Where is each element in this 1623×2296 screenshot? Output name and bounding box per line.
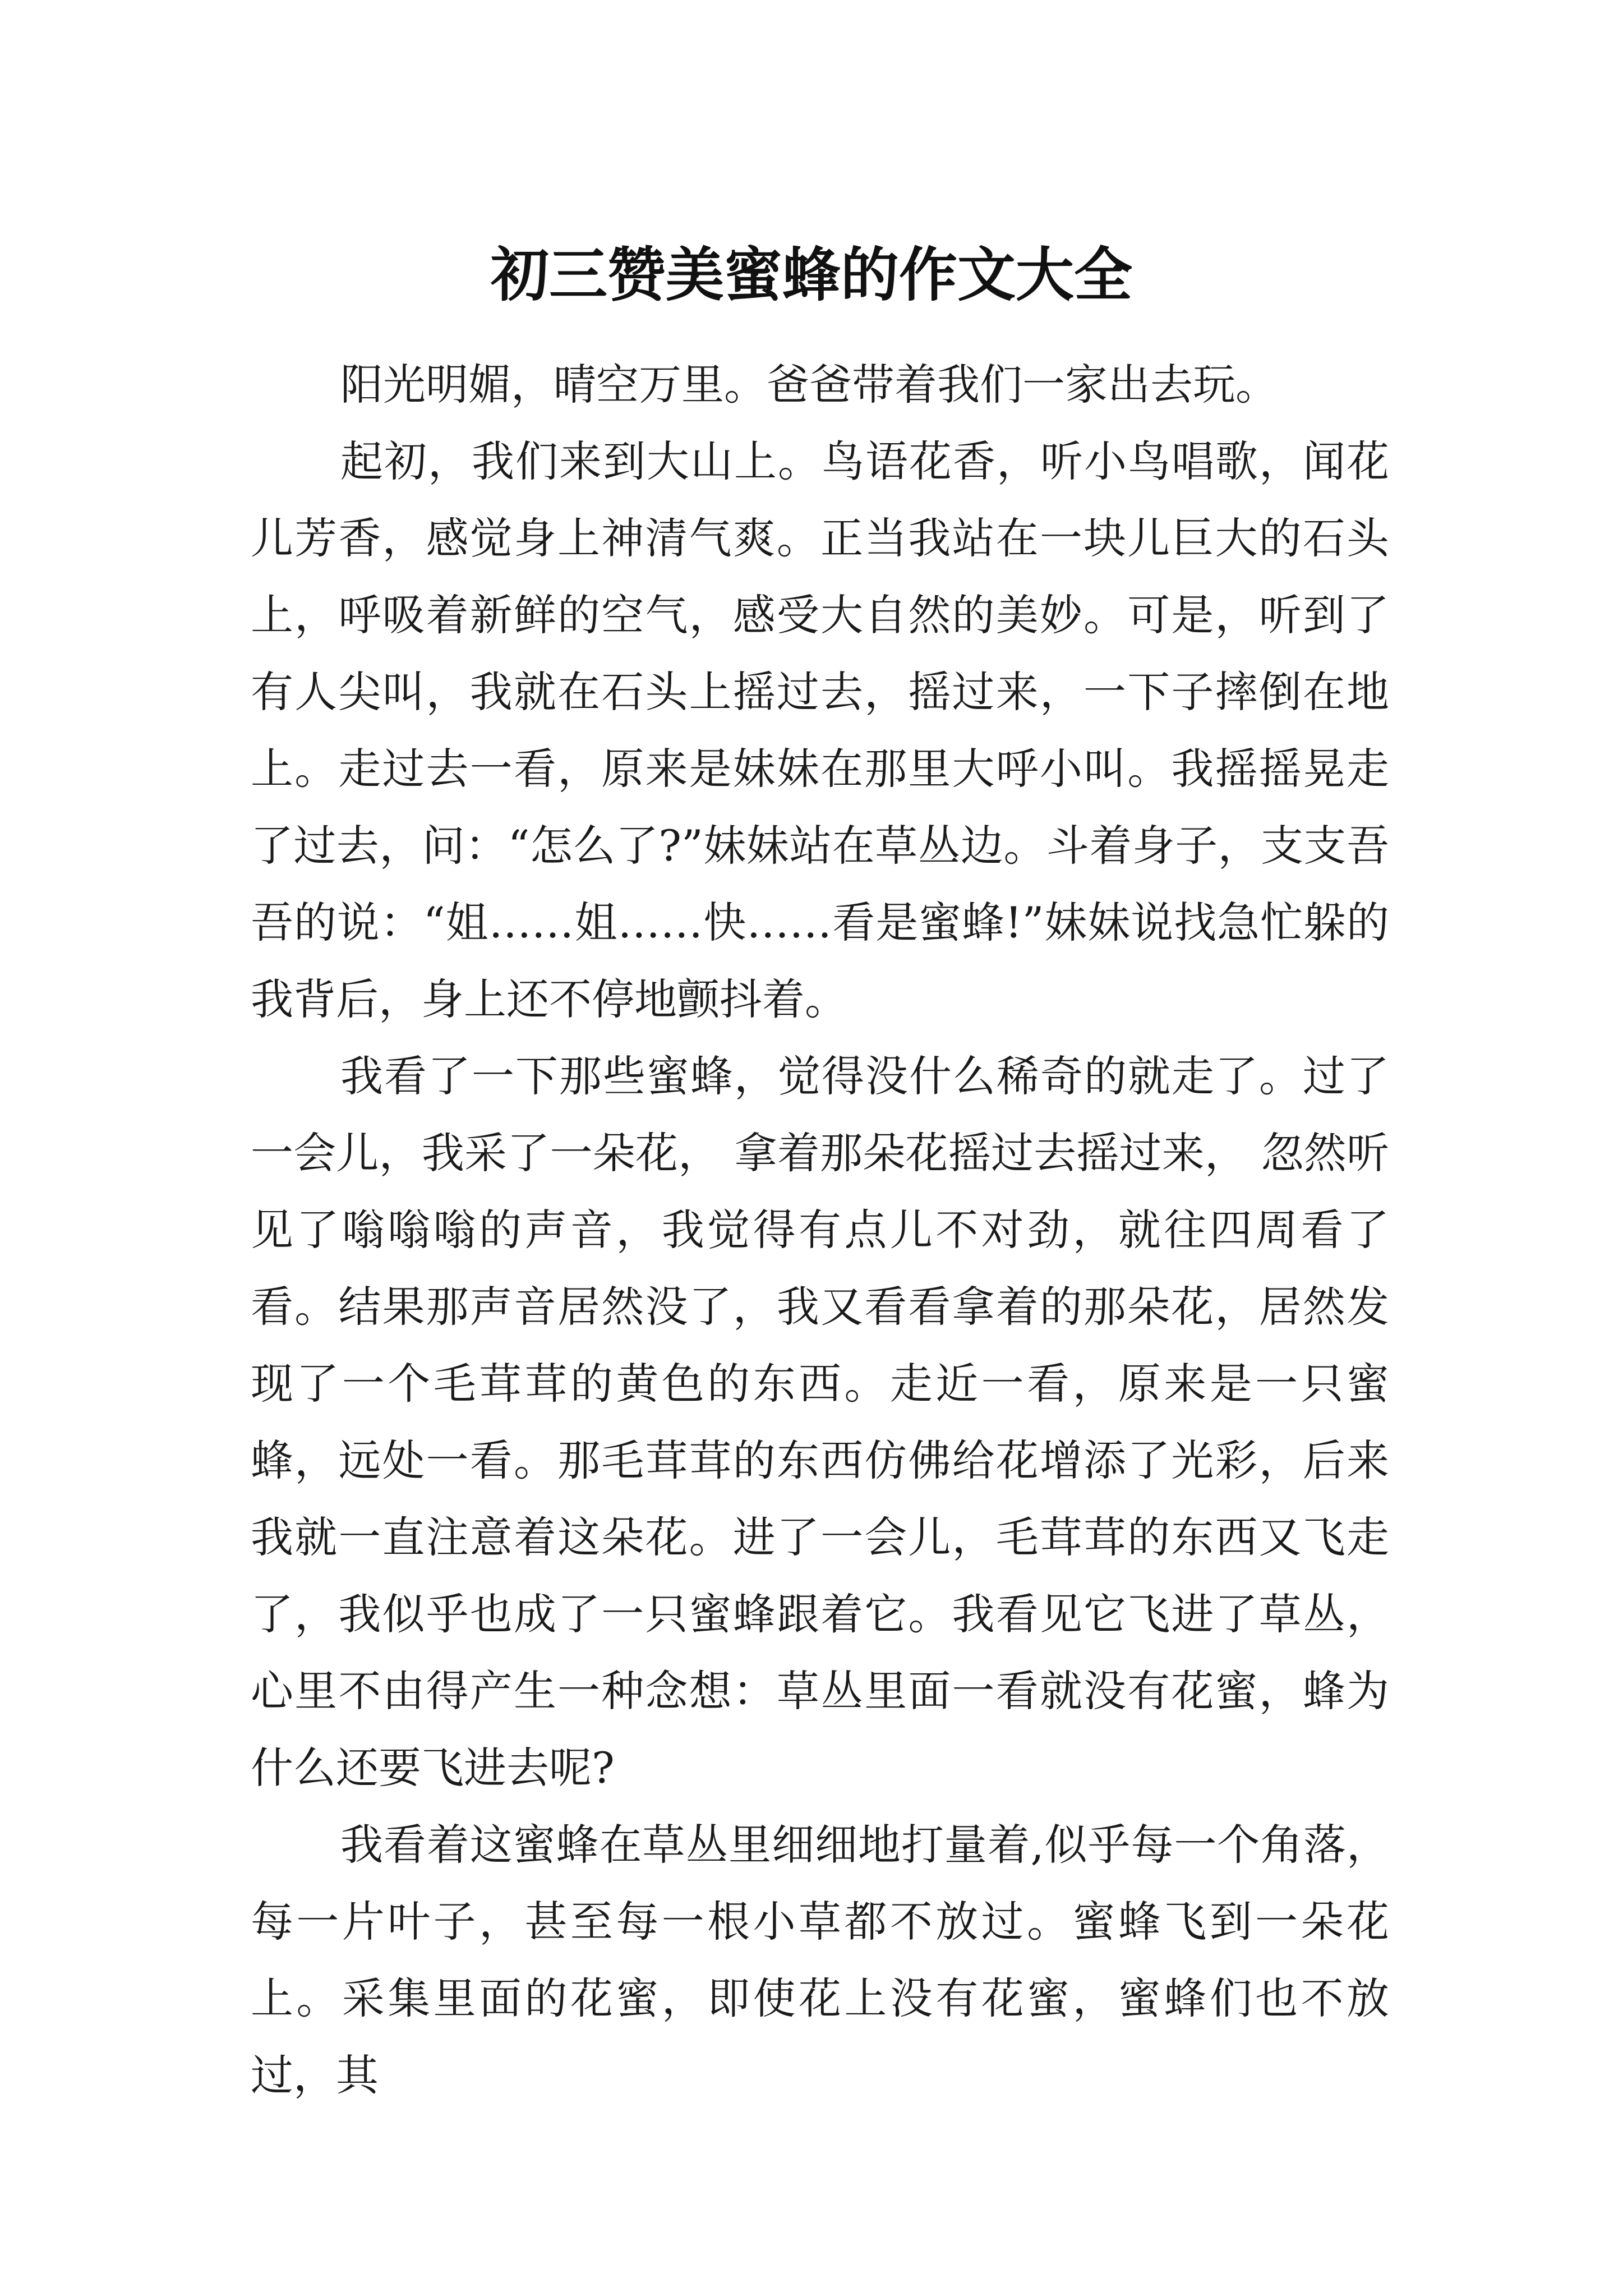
document-body: [251, 346, 1389, 2114]
paragraph: 我看了一下那些蜜蜂，觉得没什么稀奇的就走了。过了一会儿，我采了一朵花， 拿着那朵花摇过去摇过来， 忽然听见了嗡嗡嗡的声音，我觉得有点儿不对劲，就往四周看了看。结果那声音居然没了，我又看看拿着的那朵花，居然发现了一个毛茸茸的黄色的东西。走近一看，原来是一只蜜蜂，远处一看。那毛茸茸的东西仿佛给花增添了光彩，后来我就一直注意着这朵花。进了一会儿，毛茸茸的东西又飞走了，我似乎也成了一只蜜蜂跟着它。我看见它飞进了草丛，心里不由得产生一种念想：草丛里面一看就没有花蜜，蜂为什么还要飞进去呢?: [251, 1051, 1389, 1793]
document-title: 初三赞美蜜蜂的作文大全: [490, 240, 1132, 309]
paragraph: 我看着这蜜蜂在草丛里细细地打量着,似乎每一个角落，每一片叶子，甚至每一根小草都不放过。蜜蜂飞到一朵花上。采集里面的花蜜，即使花上没有花蜜，蜜蜂们也不放过，其: [251, 1820, 1389, 2100]
paragraph: 阳光明媚，晴空万里。爸爸带着我们一家出去玩。: [340, 360, 1278, 409]
paragraph: 起初，我们来到大山上。鸟语花香，听小鸟唱歌，闻花儿芳香，感觉身上神清气爽。正当我站在一块儿巨大的石头上，呼吸着新鲜的空气，感受大自然的美妙。可是，听到了有人尖叫，我就在石头上摇过去，摇过来，一下子摔倒在地上。走过去一看，原来是妹妹在那里大呼小叫。我摇摇晃走了过去，问：“怎么了?”妹妹站在草丛边。斗着身子，支支吾吾的说：“姐……姐……快……看是蜜蜂!”妹妹说找急忙躲的我背后，身上还不停地颤抖着。: [251, 436, 1389, 1024]
